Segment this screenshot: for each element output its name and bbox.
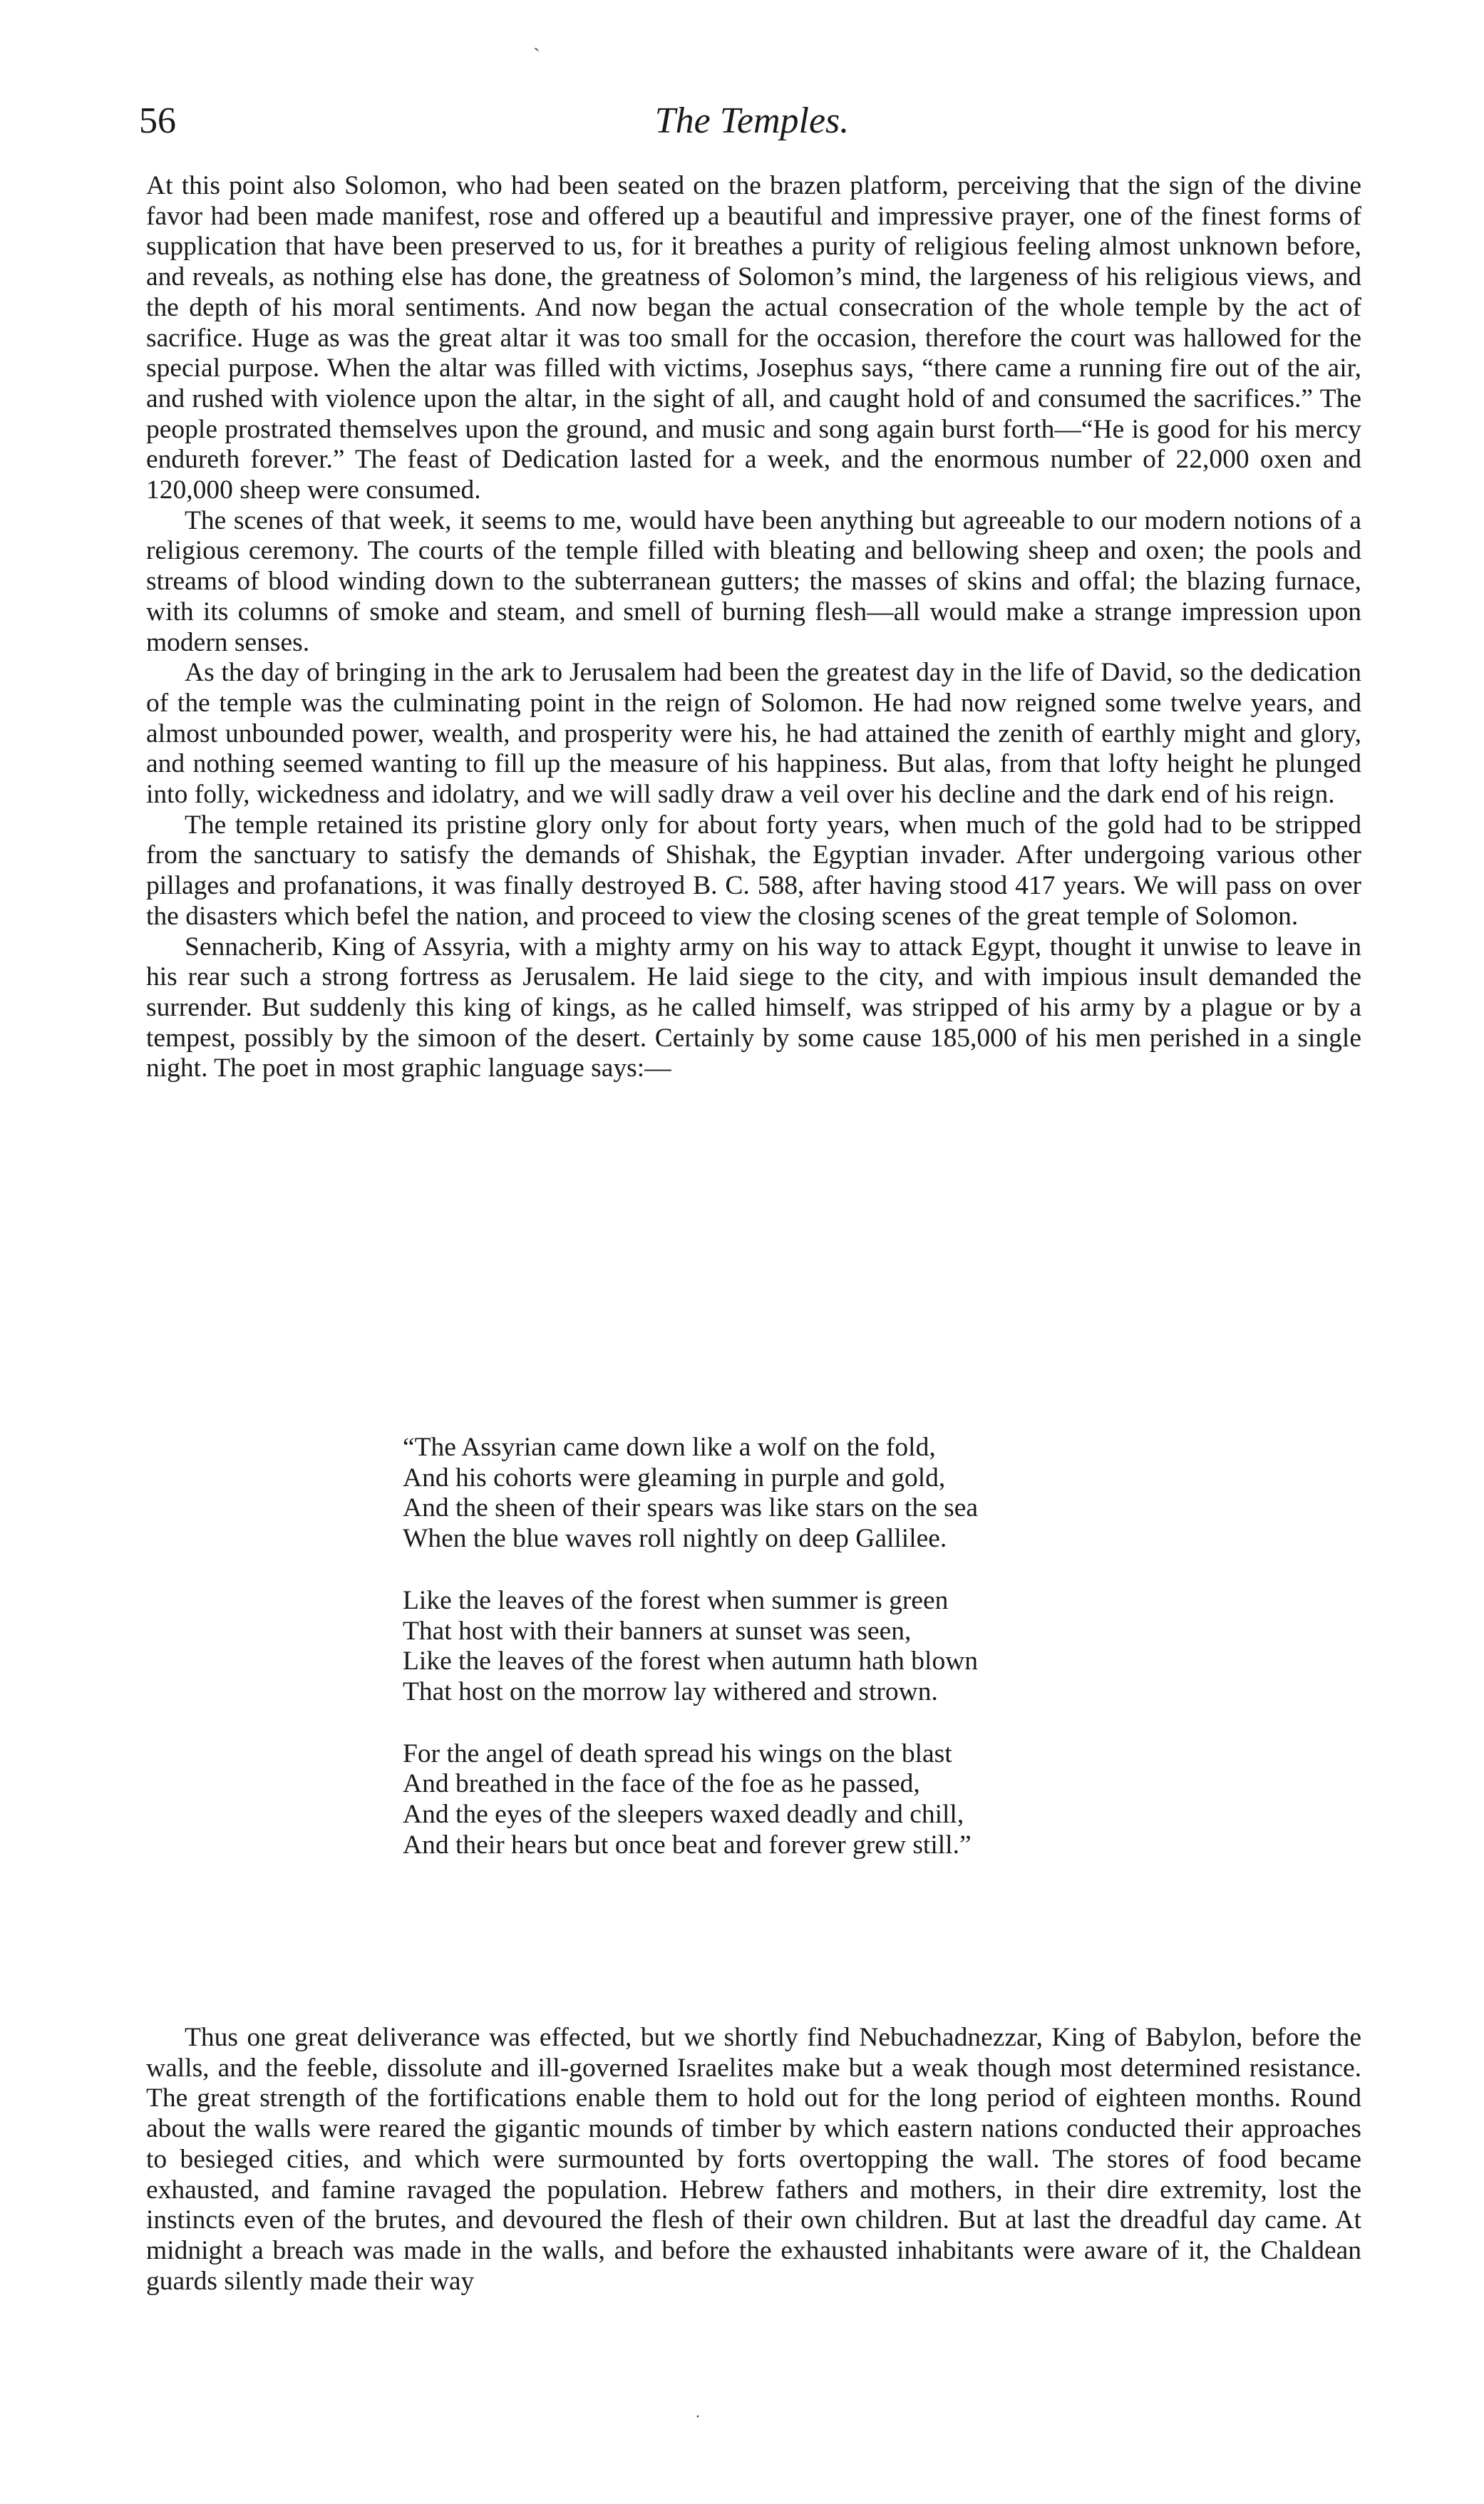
page-number: 56: [139, 101, 176, 141]
page-header: [139, 100, 1365, 157]
poem-line: “The Assyrian came down like a wolf on the fold,: [403, 1433, 936, 1462]
poem-line: Like the leaves of the forest when autumn hath blown: [403, 1647, 979, 1676]
paragraph-3: As the day of bringing in the ark to Jerusalem had been the greatest day in the life of David, so the dedication of the temple was the culminating point in the reign of Solomon. He had now reigned some twelve years, and almost unbounded power, wealth, and prosperity were his, he had attained the zenith of earthly might and glory, and nothing seemed wanting to fill up the measure of his happiness. But alas, from that lofty height he plunged into folly, wickedness and idolatry, and we will sadly draw a veil over his decline and the dark end of his reign.: [146, 658, 1361, 810]
paragraph-4: The temple retained its pristine glory only for about forty years, when much of the gold had to be stripped from the sanctuary to satisfy the demands of Shishak, the Egyptian invader. After undergoing various other pillages and profanations, it was finally destroyed B. C. 588, after having stood 417 years. We will pass on over the disasters which befel the nation, and proceed to view the closing scenes of the great temple of Solomon.: [146, 810, 1361, 931]
poem-line: And his cohorts were gleaming in purple and gold,: [403, 1463, 946, 1493]
paragraph-2: The scenes of that week, it seems to me, would have been anything but agreeable to our modern notions of a religious ceremony. The courts of the temple filled with bleating and bellowing sheep and oxen; the pools and streams of blood winding down to the subterranean gutters; the masses of skins and offal; the blazing furnace, with its columns of smoke and steam, and smell of burning flesh—all would make a strange impression upon modern senses.: [146, 505, 1361, 657]
running-title: The Temples.: [654, 101, 850, 141]
paragraph-1: At this point also Solomon, who had been seated on the brazen platform, perceiving that the sign of the divine favor had been made manifest, rose and offered up a beautiful and impressive prayer, one of the finest forms of supplication that have been preserved to us, for it breathes a purity of religious feeling almost unknown before, and reveals, as nothing else has done, the greatness of Solomon’s mind, the largeness of his religious views, and the depth of his moral sentiments. And now began the actual consecration of the whole temple by the act of sacrifice. Huge as was the great altar it was too small for the occasion, therefore the court was hallowed for the special purpose. When the altar was filled with victims, Josephus says, “there came a running fire out of the air, and rushed with violence upon the altar, in the sight of all, and caught hold of and consumed the sacrifices.” The people prostrated themselves upon the ground, and music and song again burst forth—“He is good for his mercy endureth forever.” The feast of Dedication lasted for a week, and the enormous number of 22,000 oxen and 120,000 sheep were consumed.: [146, 171, 1361, 505]
scan-artifact-dot: ·: [695, 2408, 701, 2426]
poem-line: And the sheen of their spears was like stars on the sea: [403, 1493, 979, 1523]
poem-line: And their hears but once beat and forever grew still.”: [403, 1830, 972, 1860]
poem-stanza-1: [403, 1433, 1258, 1555]
poem-line: Like the leaves of the forest when summer is green: [403, 1585, 949, 1615]
scan-artifact-mark: ˋ: [533, 44, 540, 68]
poem-quotation: [403, 1433, 1258, 1892]
poem-line: And breathed in the face of the foe as he passed,: [403, 1769, 920, 1799]
poem-stanza-3: [403, 1739, 1258, 1861]
poem-line: For the angel of death spread his wings on the blast: [403, 1738, 952, 1768]
closing-text: [146, 2023, 1361, 2297]
paragraph-6: Thus one great deliverance was effected, but we shortly find Nebuchadnezzar, King of Babylon, before the walls, and the feeble, dissolute and ill-governed Israelites make but a weak though most determined resistance. The great strength of the fortifications enable them to hold out for the long period of eighteen months. Round about the walls were reared the gigantic mounds of timber by which eastern nations conducted their approaches to besieged cities, and which were surmounted by forts overtopping the wall. The stores of food became exhausted, and famine ravaged the population. Hebrew fathers and mothers, in their dire extremity, lost the instincts even of the brutes, and devoured the flesh of their own children. But at last the dreadful day came. At midnight a breach was made in the walls, and before the exhausted inhabitants were aware of it, the Chaldean guards silently made their way: [146, 2023, 1361, 2296]
main-text: [146, 171, 1361, 1084]
poem-line: That host with their banners at sunset was seen,: [403, 1616, 912, 1646]
poem-line: That host on the morrow lay withered and strown.: [403, 1676, 938, 1706]
paragraph-5: Sennacherib, King of Assyria, with a mighty army on his way to attack Egypt, thought it unwise to leave in his rear such a strong fortress as Jerusalem. He laid siege to the city, and with impious insult demanded the surrender. But suddenly this king of kings, as he called himself, was stripped of his army by a plague or by a tempest, possibly by the simoon of the desert. Certainly by some cause 185,000 of his men perished in a single night. The poet in most graphic language says:—: [146, 932, 1361, 1083]
poem-line: And the eyes of the sleepers waxed deadly and chill,: [403, 1800, 964, 1830]
poem-line: When the blue waves roll nightly on deep Gallilee.: [403, 1524, 947, 1554]
poem-stanza-2: [403, 1586, 1258, 1708]
